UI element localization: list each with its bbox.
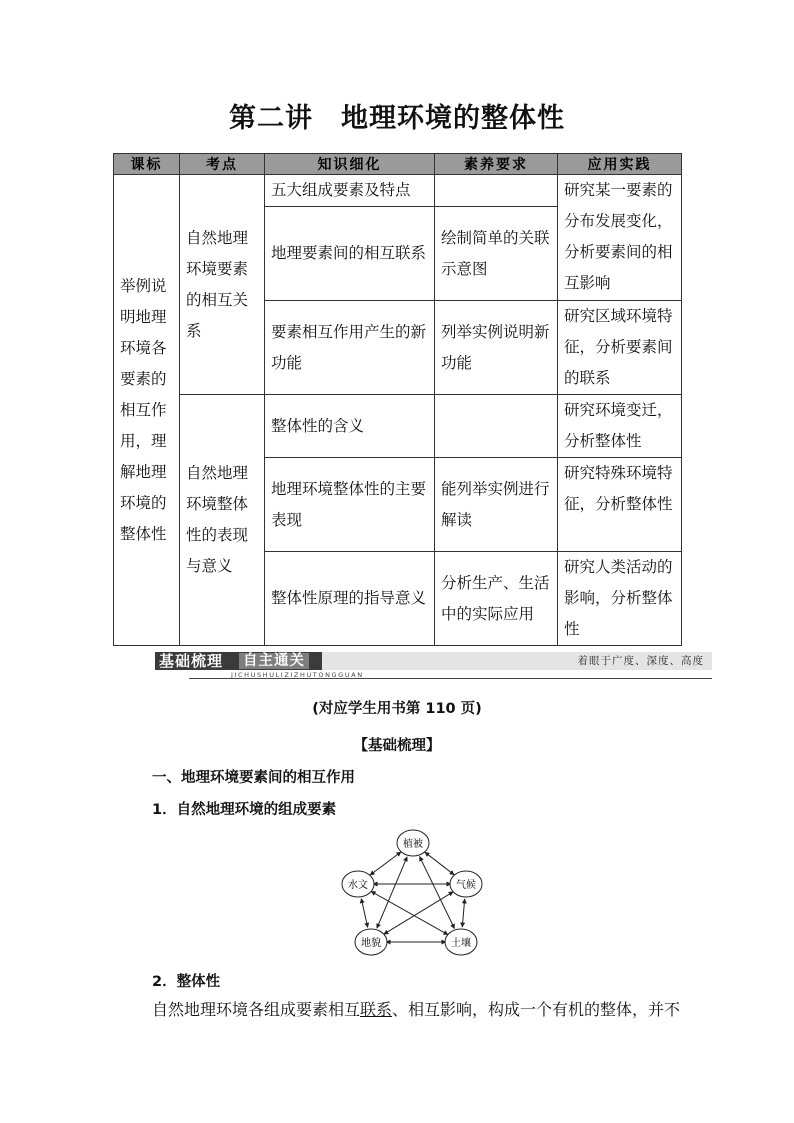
banner-underline: [189, 678, 712, 679]
diagram-node-label: 土壤: [451, 938, 471, 949]
elements-diagram: [340, 828, 490, 958]
topic-cell: 自然地理环境要素的相互关系: [180, 175, 265, 395]
section-banner: [155, 652, 712, 680]
header-cell: 课标: [114, 154, 180, 175]
table-row: [114, 395, 682, 458]
topic-cell: 自然地理环境整体性的表现与意义: [180, 395, 265, 646]
diagram-arrow: [371, 891, 448, 934]
syllabus-table: [113, 153, 682, 646]
practice-cell: 研究人类活动的影响，分析整体性: [558, 552, 682, 646]
diagram-node-label: 植被: [403, 839, 423, 850]
diagram-arrow: [462, 899, 464, 927]
literacy-cell: [435, 395, 558, 458]
knowledge-cell: 地理要素间的相互联系: [265, 207, 435, 301]
literacy-cell: 列举实例说明新功能: [435, 301, 558, 395]
diagram-node-label: 气候: [456, 880, 476, 891]
book-reference: (对应学生用书第 110 页): [312, 701, 482, 717]
header-cell: 应用实践: [558, 154, 682, 175]
standard-cell: 举例说明地理环境各要素的相互作用，理解地理环境的整体性: [114, 175, 180, 646]
practice-cell: 研究区域环境特征，分析要素间的联系: [558, 301, 682, 395]
knowledge-cell: 整体性原理的指导意义: [265, 552, 435, 646]
practice-cell: 研究某一要素的分布发展变化，分析要素间的相互影响: [558, 175, 682, 301]
heading-integrity: 2．整体性: [152, 974, 221, 990]
literacy-cell: [435, 175, 558, 207]
practice-cell: 研究特殊环境特征，分析整体性: [558, 458, 682, 552]
diagram-node-label: 水文: [348, 880, 368, 891]
section-label: 【基础梳理】: [353, 738, 441, 754]
diagram-node-label: 地貌: [361, 938, 381, 949]
knowledge-cell: 要素相互作用产生的新功能: [265, 301, 435, 395]
diagram-arrow: [425, 852, 454, 875]
banner-pinyin: JICHUSHULIZIZHUTONGGUAN: [231, 671, 364, 679]
diagram-arrow: [361, 899, 367, 928]
literacy-cell: 能列举实例进行解读: [435, 458, 558, 552]
diagram-arrow: [384, 892, 453, 934]
knowledge-cell: 五大组成要素及特点: [265, 175, 435, 207]
practice-cell: 研究环境变迁，分析整体性: [558, 395, 682, 458]
table-header-row: [114, 154, 682, 175]
paragraph: 自然地理环境各组成要素相互联系、相互影响，构成一个有机的整体，并不: [152, 1000, 681, 1019]
banner-label-left: 基础梳理: [159, 652, 224, 670]
page-title: 第二讲 地理环境的整体性: [229, 103, 565, 134]
header-cell: 知识细化: [265, 154, 435, 175]
knowledge-cell: 整体性的含义: [265, 395, 435, 458]
diagram-arrow: [377, 857, 407, 928]
header-cell: 考点: [180, 154, 265, 175]
literacy-cell: 绘制简单的关联示意图: [435, 207, 558, 301]
heading-interaction: 一、地理环境要素间的相互作用: [152, 770, 355, 786]
diagram-arrow: [420, 856, 455, 928]
header-cell: 素养要求: [435, 154, 558, 175]
banner-label-right: 自主通关: [239, 653, 309, 669]
banner-tagline: 着眼于广度、深度、高度: [577, 655, 704, 667]
diagram-arrow: [370, 852, 401, 875]
underlined-term: 联系: [360, 1000, 393, 1019]
literacy-cell: 分析生产、生活中的实际应用: [435, 552, 558, 646]
heading-components: 1．自然地理环境的组成要素: [152, 802, 337, 818]
knowledge-cell: 地理环境整体性的主要表现: [265, 458, 435, 552]
table-row: [114, 175, 682, 207]
